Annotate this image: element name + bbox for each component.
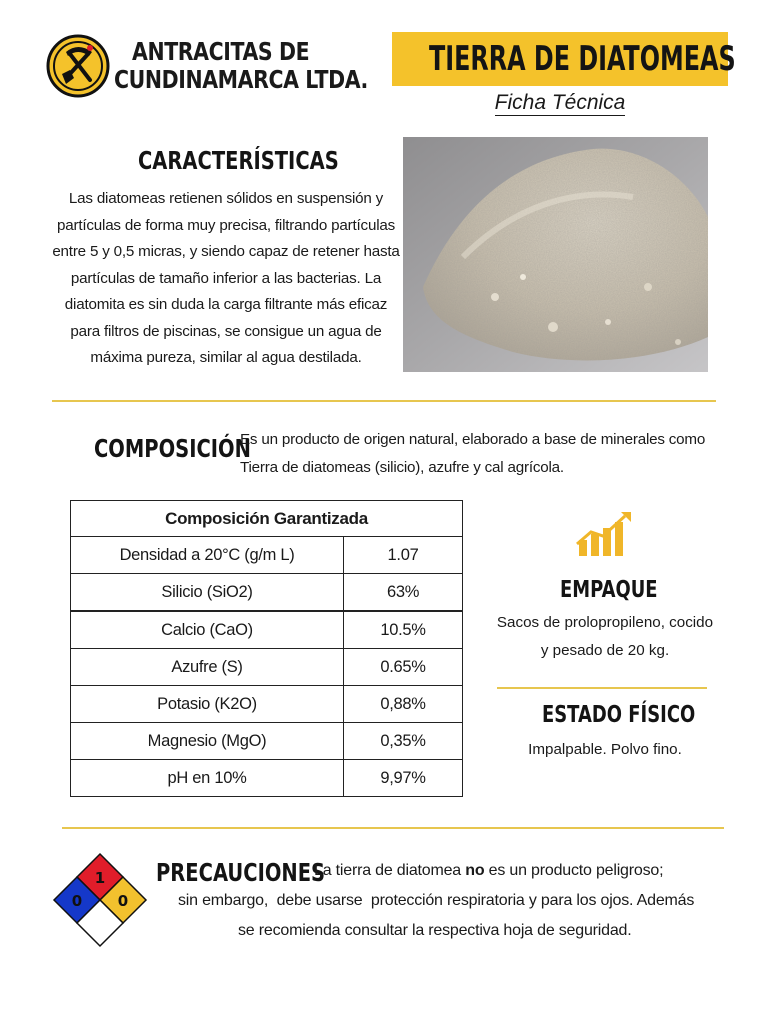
section-divider bbox=[497, 687, 707, 689]
caracteristicas-line: entre 5 y 0,5 micras, y siendo capaz de retener hasta bbox=[52, 243, 400, 260]
table-cell-label: Azufre (S) bbox=[71, 649, 344, 686]
table-cell-label: pH en 10% bbox=[71, 760, 344, 797]
table-header: Composición Garantizada bbox=[71, 501, 463, 537]
caracteristicas-line: partículas de tamaño inferior a las bacterias. La bbox=[70, 269, 382, 287]
caracteristicas-line: partículas de forma muy precisa, filtrando partículas bbox=[56, 216, 396, 234]
company-name-line1: ANTRACITAS DE bbox=[132, 37, 310, 66]
subtitle-text: Ficha Técnica bbox=[494, 91, 626, 114]
empaque-line: y pesado de 20 kg. bbox=[540, 642, 670, 659]
table-cell-value: 0,88% bbox=[344, 686, 463, 723]
caracteristicas-heading: CARACTERÍSTICAS bbox=[138, 146, 339, 175]
empaque-heading: EMPAQUE bbox=[560, 577, 658, 603]
nfpa-flammability: 1 bbox=[94, 869, 106, 887]
precauciones-text: es un producto peligroso; bbox=[484, 862, 664, 879]
table-cell-value: 0.65% bbox=[344, 649, 463, 686]
composicion-heading: COMPOSICIÓN bbox=[94, 434, 251, 463]
table-row bbox=[71, 611, 463, 649]
caracteristicas-line: máxima pureza, similar al agua destilada. bbox=[90, 349, 362, 366]
empaque-line: Sacos de prolopropileno, cocido bbox=[496, 614, 714, 631]
table-cell-value: 10.5% bbox=[344, 611, 463, 649]
composition-table bbox=[70, 500, 463, 797]
page-subtitle bbox=[392, 91, 728, 115]
table-header-row bbox=[71, 501, 463, 537]
table-cell-label: Densidad a 20°C (g/m L) bbox=[71, 537, 344, 574]
diatomaceous-earth-photo bbox=[403, 137, 708, 372]
estado-fisico-heading: ESTADO FÍSICO bbox=[542, 702, 696, 728]
precauciones-line: se recomienda consultar la respectiva hoja de seguridad. bbox=[238, 922, 632, 939]
rising-bar-chart-icon bbox=[575, 510, 635, 558]
nfpa-health: 0 bbox=[71, 892, 83, 910]
table-cell-value: 1.07 bbox=[344, 537, 463, 574]
section-divider bbox=[52, 400, 716, 402]
table-cell-value: 63% bbox=[344, 574, 463, 612]
caracteristicas-line: Las diatomeas retienen sólidos en suspensión y bbox=[68, 190, 384, 207]
table-row bbox=[71, 686, 463, 723]
nfpa-diamond-icon bbox=[52, 852, 148, 948]
table-cell-label: Calcio (CaO) bbox=[71, 611, 344, 649]
table-cell-value: 0,35% bbox=[344, 723, 463, 760]
precauciones-heading: PRECAUCIONES bbox=[156, 858, 326, 887]
table-row bbox=[71, 574, 463, 612]
caracteristicas-text bbox=[52, 186, 400, 372]
caracteristicas-line: para filtros de piscinas, se consigue un agua de bbox=[70, 322, 382, 340]
precauciones-text: La tierra de diatomea bbox=[314, 862, 466, 879]
precauciones-emphasis: no bbox=[465, 862, 485, 879]
table-row bbox=[71, 723, 463, 760]
table-cell-label: Silicio (SiO2) bbox=[71, 574, 344, 612]
table-cell-value: 9,97% bbox=[344, 760, 463, 797]
table-cell-label: Magnesio (MgO) bbox=[71, 723, 344, 760]
composicion-line: Es un producto de origen natural, elaborado a base de minerales como bbox=[240, 431, 706, 448]
caracteristicas-line: diatomita es sin duda la carga filtrante más eficaz bbox=[64, 296, 388, 313]
composicion-line: Tierra de diatomeas (silicio), azufre y cal agrícola. bbox=[240, 459, 564, 476]
company-name bbox=[114, 37, 368, 94]
company-name-line2: CUNDINAMARCA LTDA. bbox=[114, 65, 368, 94]
section-divider bbox=[62, 827, 724, 829]
precauciones-line: sin embargo, debe usarse protección respiratoria y para los ojos. Además bbox=[178, 892, 695, 909]
precauciones-line bbox=[314, 862, 663, 880]
nfpa-reactivity: 0 bbox=[117, 892, 129, 910]
page-title: TIERRA DE DIATOMEAS bbox=[428, 39, 736, 79]
table-row bbox=[71, 760, 463, 797]
estado-fisico-text: Impalpable. Polvo fino. bbox=[528, 741, 682, 758]
empaque-text bbox=[490, 609, 720, 665]
company-logo-icon bbox=[46, 34, 110, 98]
table-row bbox=[71, 649, 463, 686]
composicion-text bbox=[240, 426, 710, 482]
table-cell-label: Potasio (K2O) bbox=[71, 686, 344, 723]
table-row bbox=[71, 537, 463, 574]
